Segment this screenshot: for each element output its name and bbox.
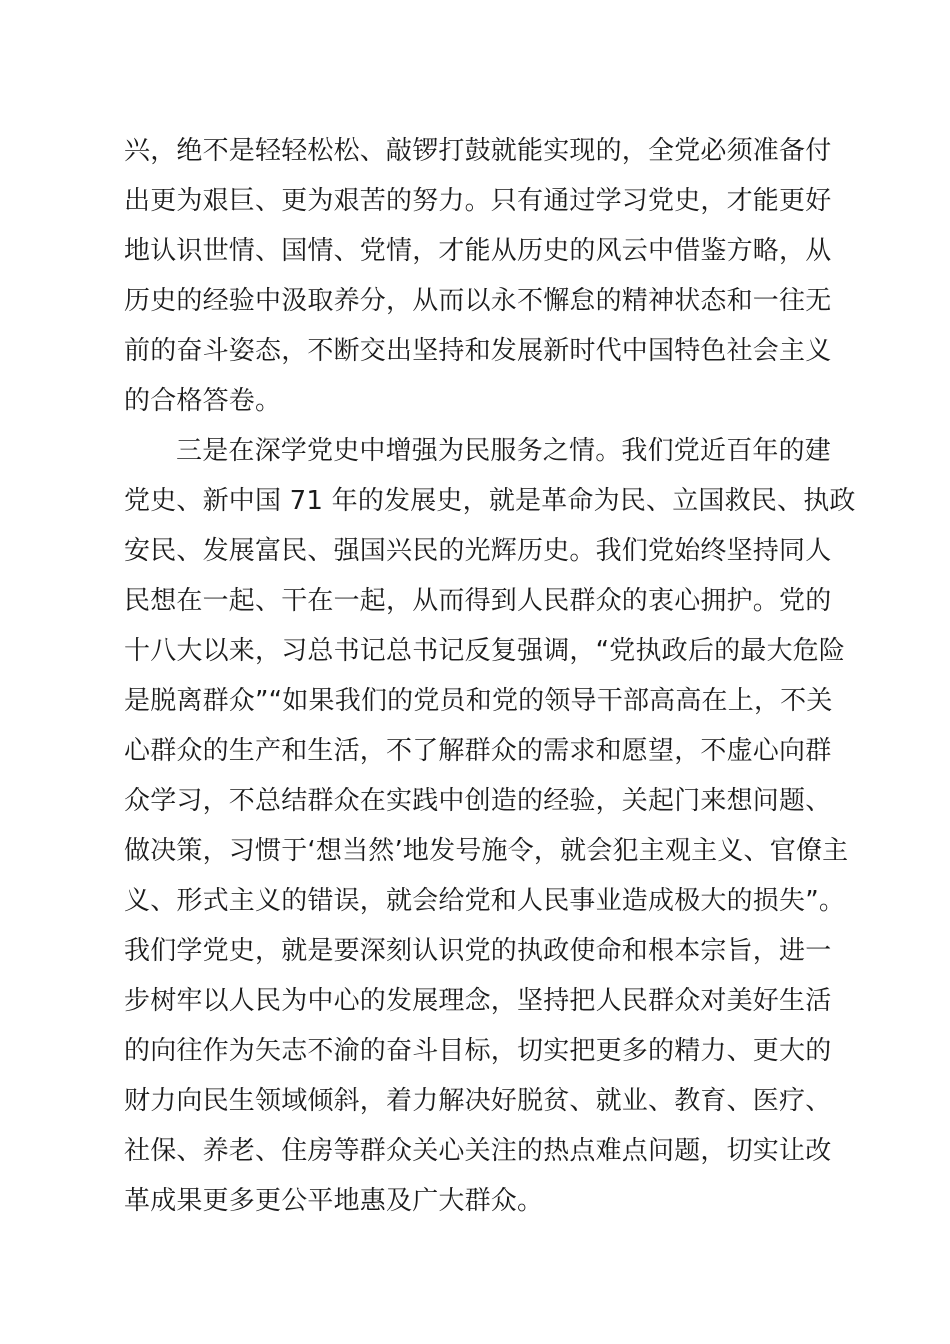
text-line: 的向往作为矢志不渝的奋斗目标，切实把更多的精力、更大的: [124, 1036, 832, 1066]
text-line: 心群众的生产和生活，不了解群众的需求和愿望，不虚心向群: [124, 736, 832, 766]
text-line: 民想在一起、干在一起，从而得到人民群众的衷心拥护。党的: [124, 586, 832, 616]
text-line: 党史、新中国 71 年的发展史，就是革命为民、立国救民、执政: [124, 486, 856, 516]
text-line: 三是在深学党史中增强为民服务之情。我们党近百年的建: [176, 436, 832, 466]
text-line: 地认识世情、国情、党情，才能从历史的风云中借鉴方略，从: [124, 236, 832, 266]
text-line: 的合格答卷。: [124, 386, 282, 416]
text-line: 革成果更多更公平地惠及广大群众。: [124, 1186, 544, 1216]
text-line: 前的奋斗姿态，不断交出坚持和发展新时代中国特色社会主义: [124, 336, 832, 366]
document-body: [124, 126, 856, 1226]
text-line: 历史的经验中汲取养分，从而以永不懈怠的精神状态和一往无: [124, 286, 832, 316]
text-line: 社保、养老、住房等群众关心关注的热点难点问题，切实让改: [124, 1136, 832, 1166]
paragraph-service-to-people: [124, 426, 856, 1226]
text-line: 我们学党史，就是要深刻认识党的执政使命和根本宗旨，进一: [124, 936, 832, 966]
text-line: 安民、发展富民、强国兴民的光辉历史。我们党始终坚持同人: [124, 536, 832, 566]
text-line: 义、形式主义的错误，就会给党和人民事业造成极大的损失”。: [124, 886, 846, 916]
text-line: 兴，绝不是轻轻松松、敲锣打鼓就能实现的，全党必须准备付: [124, 136, 832, 166]
text-line: 是脱离群众”“如果我们的党员和党的领导干部高高在上，不关: [124, 686, 833, 716]
paragraph-continuation: [124, 126, 844, 426]
text-line: 步树牢以人民为中心的发展理念，坚持把人民群众对美好生活: [124, 986, 832, 1016]
text-line: 众学习，不总结群众在实践中创造的经验，关起门来想问题、: [124, 786, 832, 816]
text-line: 财力向民生领域倾斜，着力解决好脱贫、就业、教育、医疗、: [124, 1086, 832, 1116]
text-line: 十八大以来，习总书记总书记反复强调，“党执政后的最大危险: [124, 636, 846, 666]
text-line: 出更为艰巨、更为艰苦的努力。只有通过学习党史，才能更好: [124, 186, 832, 216]
text-line: 做决策，习惯于‘想当然’地发号施令，就会犯主观主义、官僚主: [124, 836, 849, 866]
